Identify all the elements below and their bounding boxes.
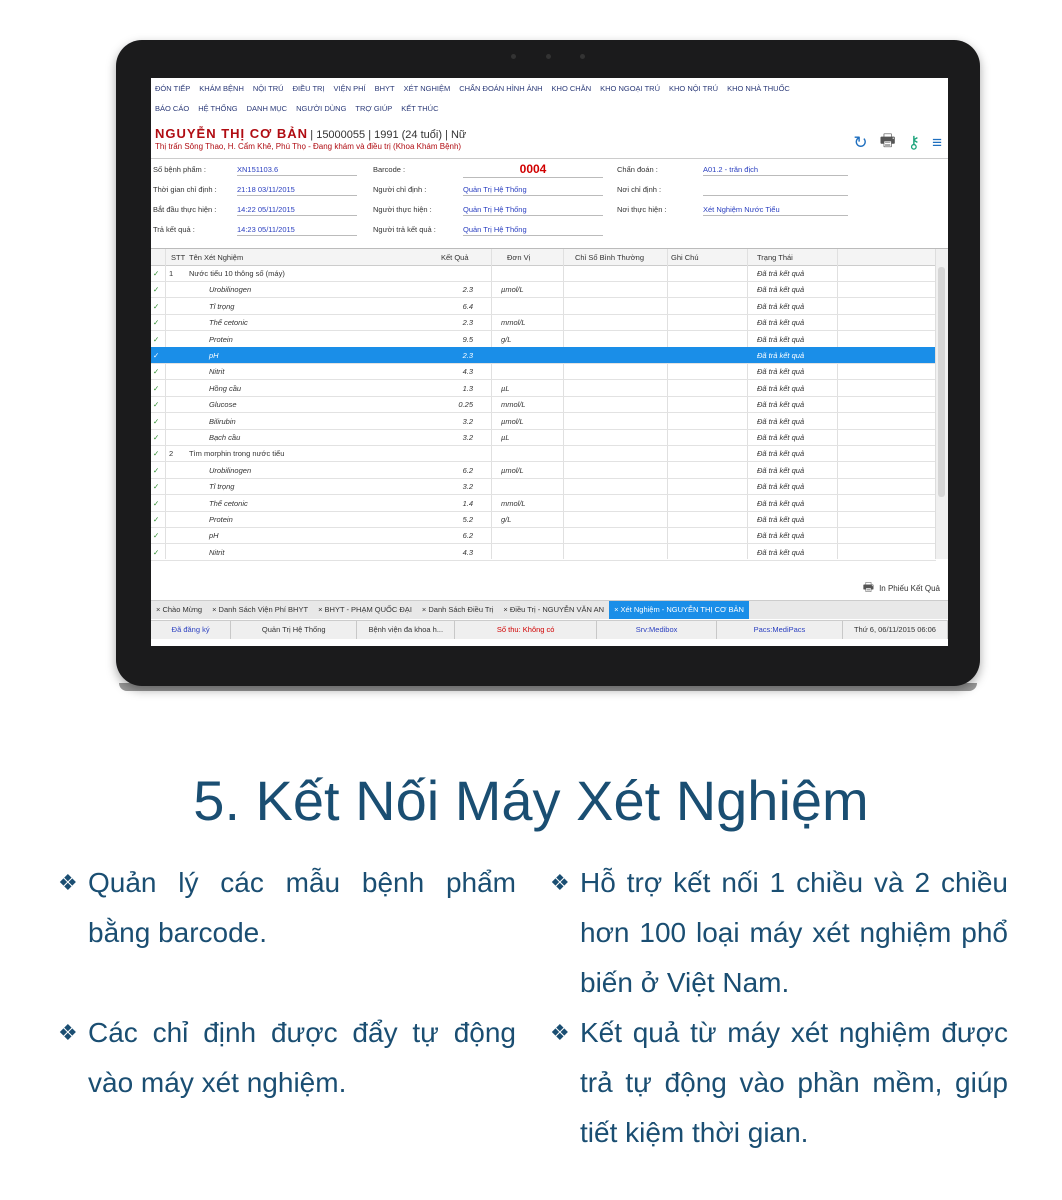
table-row[interactable] xyxy=(151,527,936,544)
col-stt[interactable]: STT xyxy=(171,253,186,262)
table-row[interactable] xyxy=(151,363,936,380)
table-row[interactable] xyxy=(151,511,936,528)
label-nguoi-tra: Người trả kết quả : xyxy=(373,225,436,234)
table-row[interactable] xyxy=(151,478,936,495)
label-tra-ket-qua: Trả kết quả : xyxy=(153,225,195,234)
col-unit[interactable]: Đơn Vị xyxy=(507,253,531,262)
refresh-icon[interactable]: ↻ xyxy=(853,132,868,152)
row-test-name: Bạch cầu xyxy=(209,433,241,442)
row-result: 3.2 xyxy=(462,433,473,442)
menu-item[interactable]: KHO NHÀ THUỐC xyxy=(727,84,790,93)
table-row[interactable] xyxy=(151,429,936,446)
col-note[interactable]: Ghi Chú xyxy=(671,253,699,262)
row-unit: µL xyxy=(501,433,510,442)
camera-dot xyxy=(580,54,585,59)
printer-icon: 🖶 xyxy=(862,580,875,594)
row-status: Đã trả kết quả xyxy=(757,269,805,278)
row-test-name: Tỉ trọng xyxy=(209,301,235,311)
patient-info: | 15000055 | 1991 (24 tuổi) | Nữ xyxy=(310,129,467,141)
menu-row-2 xyxy=(155,104,439,113)
row-status: Đã trả kết quả xyxy=(757,367,805,377)
document-tabs xyxy=(151,600,948,619)
row-status: Đã trả kết quả xyxy=(757,416,805,426)
row-check-icon: ✓ xyxy=(153,285,160,295)
row-unit: µmol/L xyxy=(501,285,524,295)
menu-item[interactable]: VIỆN PHÍ xyxy=(333,84,366,93)
menu-item[interactable]: ĐÓN TIẾP xyxy=(155,84,191,93)
table-row[interactable] xyxy=(151,314,936,331)
row-check-icon: ✓ xyxy=(153,318,160,328)
row-test-name: Urobilinogen xyxy=(209,285,252,295)
field-noi-chi-dinh[interactable] xyxy=(703,185,848,196)
status-cell: Pacs:MediPacs xyxy=(717,621,843,639)
row-status: Đã trả kết quả xyxy=(757,383,805,393)
print-results-button[interactable] xyxy=(863,578,940,599)
menu-icon[interactable]: ≡ xyxy=(932,132,942,152)
row-status: Đã trả kết quả xyxy=(757,531,805,541)
menu-item[interactable]: HỆ THỐNG xyxy=(198,104,238,113)
field-tra-ket-qua[interactable]: 14:23 05/11/2015 xyxy=(237,225,357,236)
row-status: Đã trả kết quả xyxy=(757,515,805,524)
status-cell: Quản Trị Hệ Thống xyxy=(231,621,357,639)
row-result: 6.4 xyxy=(462,301,473,311)
table-row[interactable] xyxy=(151,544,936,561)
row-status: Đã trả kết quả xyxy=(757,449,805,459)
row-test-name: Tìm morphin trong nước tiểu xyxy=(189,449,285,459)
row-status: Đã trả kết quả xyxy=(757,465,805,475)
row-status: Đã trả kết quả xyxy=(757,498,805,508)
row-unit: µmol/L xyxy=(501,416,524,426)
patient-name: NGUYỄN THỊ CƠ BẢN xyxy=(155,126,309,141)
table-row[interactable] xyxy=(151,331,936,348)
label-noi-thuc-hien: Nơi thực hiện : xyxy=(617,205,667,214)
status-cell: Srv:Medibox xyxy=(597,621,717,639)
menu-item[interactable]: KHO CHẴN xyxy=(551,84,592,93)
row-status: Đã trả kết quả xyxy=(757,351,805,360)
row-result: 6.2 xyxy=(462,531,473,541)
results-grid xyxy=(151,248,948,575)
row-test-name: Tỉ trọng xyxy=(209,482,235,492)
tab-item[interactable]: × Danh Sách Viện Phí BHYT xyxy=(212,605,309,614)
row-check-icon: ✓ xyxy=(153,547,160,557)
menu-item[interactable]: XÉT NGHIỆM xyxy=(403,84,451,93)
field-nguoi-thuc-hien[interactable]: Quản Trị Hệ Thống xyxy=(463,205,603,216)
patient-header xyxy=(155,126,466,141)
col-status[interactable]: Trạng Thái xyxy=(757,253,793,262)
menu-item[interactable]: BÁO CÁO xyxy=(155,104,190,113)
row-status: Đã trả kết quả xyxy=(757,301,805,311)
row-check-icon: ✓ xyxy=(153,482,160,492)
table-row[interactable] xyxy=(151,396,936,413)
row-check-icon: ✓ xyxy=(153,400,160,410)
label-barcode: Barcode : xyxy=(373,165,406,174)
menu-item[interactable]: BHYT xyxy=(374,84,395,93)
label-nguoi-chi-dinh: Người chỉ định : xyxy=(373,185,427,194)
scrollbar-thumb[interactable] xyxy=(938,267,945,497)
key-icon[interactable]: ⚷ xyxy=(907,132,921,152)
row-result: 6.2 xyxy=(462,465,473,475)
label-so-benh-pham: Số bệnh phẩm : xyxy=(153,165,206,174)
table-row[interactable] xyxy=(151,462,936,479)
row-unit: g/L xyxy=(501,334,512,344)
row-check-icon: ✓ xyxy=(153,269,160,278)
bullet-icon: ❖ xyxy=(58,1020,78,1045)
grid-scrollbar[interactable] xyxy=(935,249,948,559)
row-result: 2.3 xyxy=(462,351,473,360)
field-thoi-gian-chi-dinh[interactable]: 21:18 03/11/2015 xyxy=(237,185,357,196)
tab-item[interactable]: × BHYT - PHẠM QUỐC ĐẠI xyxy=(318,605,412,614)
row-check-icon: ✓ xyxy=(153,383,160,393)
row-result: 3.2 xyxy=(462,482,473,492)
feature-item xyxy=(58,1008,516,1108)
bullet-icon: ❖ xyxy=(58,870,78,895)
row-result: 2.3 xyxy=(462,318,473,328)
specimen-form xyxy=(151,158,948,249)
feature-text: Kết quả từ máy xét nghiệm được trả tự động vào phần mềm, giúp tiết kiệm thời gian. xyxy=(580,1017,1008,1148)
table-row[interactable] xyxy=(151,265,936,282)
table-row[interactable] xyxy=(151,380,936,397)
row-check-icon: ✓ xyxy=(153,416,160,426)
row-result: 2.3 xyxy=(462,285,473,295)
row-test-name: Protein xyxy=(209,334,233,344)
row-result: 0.25 xyxy=(458,400,473,410)
field-nguoi-chi-dinh[interactable]: Quản Trị Hệ Thống xyxy=(463,185,603,196)
row-status: Đã trả kết quả xyxy=(757,400,805,410)
menu-item[interactable]: CHẨN ĐOÁN HÌNH ẢNH xyxy=(459,84,543,93)
row-check-icon: ✓ xyxy=(153,301,160,311)
row-status: Đã trả kết quả xyxy=(757,285,805,295)
field-barcode[interactable]: 0004 xyxy=(463,162,603,178)
row-unit: mmol/L xyxy=(501,498,526,508)
label-nguoi-thuc-hien: Người thực hiện : xyxy=(373,205,432,214)
row-test-name: pH xyxy=(209,351,219,360)
menu-item[interactable]: NGƯỜI DÙNG xyxy=(296,104,347,113)
header-actions xyxy=(853,128,942,157)
tab-item[interactable]: × Chào Mừng xyxy=(156,605,203,614)
main-menu xyxy=(151,78,948,126)
row-result: 9.5 xyxy=(462,334,473,344)
page-title: 5. Kết Nối Máy Xét Nghiệm xyxy=(193,769,869,832)
row-unit: mmol/L xyxy=(501,318,526,328)
tablet-device xyxy=(116,40,980,686)
tab-item[interactable]: × Điều Trị - NGUYỄN VĂN AN xyxy=(503,605,605,614)
col-result[interactable]: Kết Quả xyxy=(441,253,469,262)
feature-text: Quản lý các mẫu bệnh phẩm bằng barcode. xyxy=(88,867,516,948)
label-chan-doan: Chẩn đoán : xyxy=(617,165,658,174)
row-status: Đã trả kết quả xyxy=(757,482,805,492)
menu-item[interactable]: DANH MỤC xyxy=(246,104,288,113)
row-check-icon: ✓ xyxy=(153,334,160,344)
camera-dot xyxy=(511,54,516,59)
status-cell: Thứ 6, 06/11/2015 06:06 xyxy=(843,621,948,639)
menu-item[interactable]: KHO NỘI TRÚ xyxy=(669,84,719,93)
table-row[interactable] xyxy=(151,495,936,512)
table-row[interactable] xyxy=(151,445,936,462)
row-check-icon: ✓ xyxy=(153,433,160,442)
col-normal[interactable]: Chỉ Số Bình Thường xyxy=(575,253,645,262)
row-test-name: Thể cetonic xyxy=(209,318,248,328)
feature-text: Hỗ trợ kết nối 1 chiều và 2 chiều hơn 100 loại máy xét nghiệm phổ biến ở Việt Nam. xyxy=(580,867,1008,998)
table-row[interactable] xyxy=(151,281,936,298)
field-bat-dau[interactable]: 14:22 05/11/2015 xyxy=(237,205,357,216)
row-check-icon: ✓ xyxy=(153,351,160,360)
table-row[interactable] xyxy=(151,298,936,315)
row-test-name: Hồng cầu xyxy=(209,383,242,393)
tab-item[interactable]: × Danh Sách Điều Trị xyxy=(421,605,494,614)
row-check-icon: ✓ xyxy=(153,498,160,508)
printer-icon[interactable]: 🖶 xyxy=(879,131,896,150)
menu-item[interactable]: NỘI TRÚ xyxy=(252,84,284,93)
row-check-icon: ✓ xyxy=(153,465,160,475)
field-nguoi-tra[interactable]: Quản Trị Hệ Thống xyxy=(463,225,603,236)
feature-text: Các chỉ định được đẩy tự động vào máy xét nghiệm. xyxy=(88,1017,516,1098)
row-status: Đã trả kết quả xyxy=(757,318,805,328)
row-check-icon: ✓ xyxy=(153,531,160,541)
row-check-icon: ✓ xyxy=(153,449,160,459)
menu-item[interactable]: KHÁM BỆNH xyxy=(199,84,244,93)
row-check-icon: ✓ xyxy=(153,367,160,377)
row-check-icon: ✓ xyxy=(153,515,160,524)
row-test-name: Bilirubin xyxy=(209,416,236,426)
bullet-icon: ❖ xyxy=(550,870,570,895)
row-test-name: pH xyxy=(209,531,219,541)
print-label: In Phiếu Kết Quả xyxy=(879,584,940,593)
label-bat-dau: Bắt đầu thực hiện : xyxy=(153,205,217,214)
label-noi-chi-dinh: Nơi chỉ định : xyxy=(617,185,662,194)
status-bar xyxy=(151,620,948,639)
row-result: 1.4 xyxy=(462,498,473,508)
row-test-name: Nước tiểu 10 thông số (máy) xyxy=(189,269,285,278)
row-status: Đã trả kết quả xyxy=(757,334,805,344)
row-unit: µmol/L xyxy=(501,465,524,475)
row-unit: mmol/L xyxy=(501,400,526,410)
row-test-name: Nitrit xyxy=(209,547,225,557)
grid-header xyxy=(151,249,936,266)
row-stt: 1 xyxy=(169,269,174,278)
row-result: 4.3 xyxy=(462,547,473,557)
field-noi-thuc-hien[interactable]: Xét Nghiệm Nước Tiểu xyxy=(703,205,848,216)
row-test-name: Nitrit xyxy=(209,367,225,377)
menu-item[interactable]: TRỢ GIÚP xyxy=(355,104,393,113)
menu-item[interactable]: ĐIỀU TRỊ xyxy=(292,84,325,93)
field-chan-doan[interactable]: A01.2 - trăn địch xyxy=(703,165,848,176)
app-screen xyxy=(151,78,948,646)
menu-item[interactable]: KẾT THÚC xyxy=(401,104,439,113)
row-unit: g/L xyxy=(501,515,512,524)
table-row[interactable] xyxy=(151,347,936,364)
bullet-icon: ❖ xyxy=(550,1020,570,1045)
menu-row-1 xyxy=(155,84,790,93)
table-row[interactable] xyxy=(151,413,936,430)
feature-item xyxy=(550,1008,1008,1158)
row-result: 1.3 xyxy=(462,383,473,393)
row-result: 5.2 xyxy=(462,515,473,524)
row-result: 3.2 xyxy=(462,416,473,426)
row-test-name: Thể cetonic xyxy=(209,498,248,508)
row-test-name: Glucose xyxy=(209,400,237,410)
row-stt: 2 xyxy=(169,449,174,459)
row-test-name: Urobilinogen xyxy=(209,465,252,475)
field-so-benh-pham[interactable]: XN151103.6 xyxy=(237,165,357,176)
row-test-name: Protein xyxy=(209,515,233,524)
tab-item[interactable]: × Xét Nghiệm - NGUYỄN THỊ CƠ BẢN xyxy=(609,601,749,619)
status-cell: Bệnh viện đa khoa h... xyxy=(357,621,455,639)
feature-item xyxy=(58,858,516,958)
status-cell: Đã đăng ký xyxy=(151,621,231,639)
patient-address: Thị trấn Sông Thao, H. Cẩm Khê, Phú Thọ - Đang khám và điều trị (Khoa Khám Bệnh) xyxy=(155,142,462,151)
row-status: Đã trả kết quả xyxy=(757,433,805,442)
row-status: Đã trả kết quả xyxy=(757,547,805,557)
row-unit: µL xyxy=(501,383,510,393)
label-thoi-gian-chi-dinh: Thời gian chỉ định : xyxy=(153,185,217,194)
col-name[interactable]: Tên Xét Nghiệm xyxy=(189,253,244,262)
row-result: 4.3 xyxy=(462,367,473,377)
feature-item xyxy=(550,858,1008,1008)
status-cell: Số thu: Không có xyxy=(455,621,597,639)
camera-dot xyxy=(546,54,551,59)
menu-item[interactable]: KHO NGOẠI TRÚ xyxy=(600,84,661,93)
